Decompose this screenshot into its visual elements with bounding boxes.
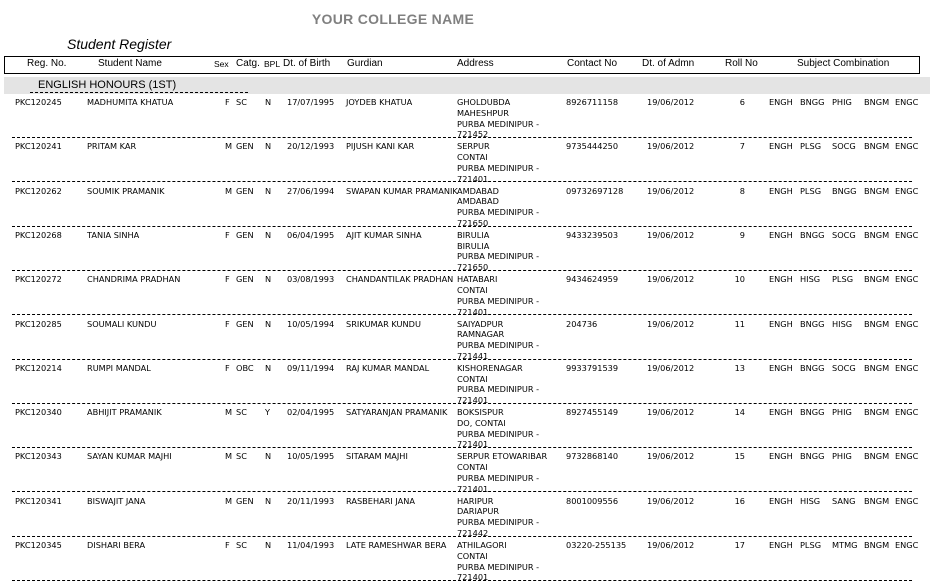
- table-row: [0, 274, 930, 318]
- contact-no: 9434624959: [566, 274, 619, 285]
- header-roll-no: Roll No: [725, 58, 758, 69]
- address-line: 721401: [457, 306, 489, 317]
- admission-date: 19/06/2012: [647, 97, 695, 107]
- subject-code: PLSG: [800, 540, 822, 550]
- bpl: N: [265, 540, 272, 550]
- roll-no: 10: [734, 274, 745, 285]
- address-line: PURBA MEDINIPUR -: [457, 472, 540, 483]
- subject-code: ENGC: [895, 141, 919, 152]
- category: GEN: [236, 274, 254, 285]
- roll-no: 15: [734, 451, 745, 462]
- bpl: Y: [265, 407, 271, 418]
- reg-no: PKC120345: [15, 540, 62, 550]
- guardian-name: RASBEHARI JANA: [346, 495, 416, 506]
- address-line: RAMNAGAR: [457, 329, 505, 340]
- reg-no: PKC120214: [15, 362, 62, 373]
- guardian-name: LATE RAMESHWAR BERA: [346, 540, 447, 550]
- address-line: 721401: [457, 173, 489, 184]
- admission-date: 19/06/2012: [647, 141, 695, 152]
- subject-code: ENGH: [769, 141, 793, 152]
- header-category: Catg.: [236, 58, 260, 69]
- address: [457, 496, 539, 539]
- subject-code: ENGC: [895, 540, 919, 550]
- sex: M: [225, 451, 233, 462]
- student-name: MADHUMITA KHATUA: [87, 97, 174, 107]
- subject-code: PHIG: [832, 97, 852, 107]
- subject-code: BNGG: [800, 407, 825, 418]
- reg-no: PKC120241: [15, 141, 62, 152]
- guardian-name: SITARAM MAJHI: [346, 451, 408, 462]
- date-of-birth: 20/12/1993: [287, 141, 335, 152]
- row-separator: [12, 536, 912, 537]
- category: SC: [236, 451, 247, 462]
- student-name: SAYAN KUMAR MAJHI: [87, 451, 172, 462]
- admission-date: 19/06/2012: [647, 274, 695, 285]
- row-separator: [12, 447, 912, 448]
- subject-code: ENGC: [895, 495, 919, 506]
- contact-no: 09732697128: [566, 185, 624, 196]
- subject-code: BNGM: [864, 274, 890, 285]
- header-subject-combination: Subject Combination: [797, 58, 890, 69]
- roll-no: 17: [734, 540, 745, 550]
- address-line: HATABARI: [457, 274, 498, 285]
- address-line: 721452: [457, 129, 489, 140]
- guardian-name: CHANDANTILAK PRADHAN: [346, 274, 454, 285]
- address: [457, 451, 547, 494]
- address: [457, 230, 539, 273]
- subject-code: BNGM: [864, 540, 890, 550]
- subject-code: BNGM: [864, 97, 890, 107]
- sex: F: [225, 318, 230, 329]
- section-title: ENGLISH HONOURS (1ST): [38, 79, 177, 91]
- subject-code: BNGM: [864, 185, 890, 196]
- roll-no: 6: [739, 97, 745, 107]
- bpl: N: [265, 495, 272, 506]
- address-line: BIRULIA: [457, 229, 490, 240]
- address-line: AMDABAD: [457, 196, 499, 207]
- category: SC: [236, 97, 247, 107]
- header-dob: Dt. of Birth: [283, 58, 331, 69]
- address-line: CONTAI: [457, 550, 488, 561]
- address: [457, 97, 539, 140]
- address-line: CONTAI: [457, 152, 488, 163]
- subject-code: PLSG: [832, 274, 854, 285]
- header-bpl: BPL: [264, 59, 281, 69]
- address: [457, 141, 539, 184]
- address-line: SERPUR ETOWARIBAR: [457, 451, 548, 462]
- subject-code: BNGG: [800, 318, 825, 329]
- reg-no: PKC120245: [15, 97, 62, 107]
- sex: F: [225, 362, 230, 373]
- address: [457, 540, 539, 583]
- header-sex: Sex: [214, 59, 229, 69]
- subject-code: SOCG: [832, 229, 856, 240]
- contact-no: 204736: [566, 318, 598, 329]
- address-line: 721650: [457, 217, 489, 228]
- roll-no: 11: [734, 318, 745, 329]
- student-name: BISWAJIT JANA: [87, 495, 146, 506]
- date-of-birth: 06/04/1995: [287, 229, 335, 240]
- subject-code: ENGC: [895, 318, 919, 329]
- reg-no: PKC120285: [15, 318, 62, 329]
- subject-code: ENGC: [895, 97, 919, 107]
- reg-no: PKC120343: [15, 451, 62, 462]
- student-name: TANIA SINHA: [87, 229, 140, 240]
- category: GEN: [236, 185, 254, 196]
- subject-code: BNGM: [864, 407, 890, 418]
- subject-code: ENGH: [769, 495, 793, 506]
- subject-code: ENGC: [895, 185, 919, 196]
- address-line: ATHILAGORI: [457, 540, 507, 550]
- address-line: 721650: [457, 262, 489, 273]
- date-of-birth: 20/11/1993: [287, 495, 335, 506]
- admission-date: 19/06/2012: [647, 362, 695, 373]
- table-row: [0, 407, 930, 451]
- subject-code: ENGH: [769, 229, 793, 240]
- table-row: [0, 540, 930, 584]
- contact-no: 03220-255135: [566, 540, 627, 550]
- header-reg-no: Reg. No.: [27, 58, 67, 69]
- contact-no: 9732868140: [566, 451, 619, 462]
- address-line: MAHESHPUR: [457, 107, 509, 118]
- table-row: [0, 141, 930, 185]
- table-row: [0, 186, 930, 230]
- address-line: 721401: [457, 395, 489, 406]
- admission-date: 19/06/2012: [647, 318, 695, 329]
- bpl: N: [265, 141, 272, 152]
- subject-code: ENGC: [895, 362, 919, 373]
- category: GEN: [236, 318, 254, 329]
- header-address: Address: [457, 58, 494, 69]
- date-of-birth: 02/04/1995: [287, 407, 335, 418]
- row-separator: [12, 137, 912, 138]
- row-separator: [12, 270, 912, 271]
- student-name: CHANDRIMA PRADHAN: [87, 274, 181, 285]
- sex: F: [225, 540, 230, 550]
- address-line: 721442: [457, 528, 489, 539]
- address-line: PURBA MEDINIPUR -: [457, 561, 540, 572]
- guardian-name: JOYDEB KHATUA: [346, 97, 413, 107]
- subject-code: SOCG: [832, 141, 856, 152]
- address-line: PURBA MEDINIPUR -: [457, 251, 540, 262]
- reg-no: PKC120262: [15, 185, 62, 196]
- address-line: BIRULIA: [457, 240, 490, 251]
- subject-code: ENGH: [769, 185, 793, 196]
- subject-code: BNGG: [800, 362, 825, 373]
- subject-code: PHIG: [832, 451, 852, 462]
- bpl: N: [265, 362, 272, 373]
- subject-code: PLSG: [800, 185, 822, 196]
- subject-code: ENGH: [769, 318, 793, 329]
- address-line: DO, CONTAI: [457, 417, 506, 428]
- contact-no: 9933791539: [566, 362, 619, 373]
- contact-no: 8001009556: [566, 495, 619, 506]
- guardian-name: SWAPAN KUMAR PRAMANIK: [346, 185, 458, 196]
- address-line: PURBA MEDINIPUR -: [457, 428, 540, 439]
- table-row: [0, 363, 930, 407]
- reg-no: PKC120340: [15, 407, 62, 418]
- admission-date: 19/06/2012: [647, 540, 695, 550]
- row-separator: [12, 580, 912, 581]
- subject-code: BNGM: [864, 495, 890, 506]
- guardian-name: SRIKUMAR KUNDU: [346, 318, 421, 329]
- guardian-name: RAJ KUMAR MANDAL: [346, 362, 430, 373]
- bpl: N: [265, 318, 272, 329]
- guardian-name: SATYARANJAN PRAMANIK: [346, 407, 448, 418]
- category: SC: [236, 540, 247, 550]
- address-line: KISHORENAGAR: [457, 362, 523, 373]
- student-name: PRITAM KAR: [87, 141, 137, 152]
- sex: F: [225, 229, 230, 240]
- subject-code: ENGH: [769, 362, 793, 373]
- admission-date: 19/06/2012: [647, 229, 695, 240]
- category: GEN: [236, 141, 254, 152]
- address-line: 721401: [457, 572, 489, 583]
- header-contact: Contact No: [567, 58, 618, 69]
- date-of-birth: 10/05/1995: [287, 451, 335, 462]
- address-line: SAIYADPUR: [457, 318, 504, 329]
- address: [457, 186, 539, 229]
- subject-code: ENGH: [769, 97, 793, 107]
- date-of-birth: 09/11/1994: [287, 362, 335, 373]
- student-name: RUMPI MANDAL: [87, 362, 151, 373]
- subject-code: ENGC: [895, 274, 919, 285]
- subject-code: BNGM: [864, 362, 890, 373]
- contact-no: 8926711158: [566, 97, 619, 107]
- contact-no: 9735444250: [566, 141, 619, 152]
- subject-code: SOCG: [832, 362, 856, 373]
- address-line: DARIAPUR: [457, 506, 500, 517]
- bpl: N: [265, 274, 272, 285]
- admission-date: 19/06/2012: [647, 407, 695, 418]
- contact-no: 9433239503: [566, 229, 619, 240]
- address-line: GHOLDUBDA: [457, 97, 511, 107]
- category: OBC: [236, 362, 254, 373]
- subject-code: PLSG: [800, 141, 822, 152]
- roll-no: 13: [734, 362, 745, 373]
- address-line: SERPUR: [457, 141, 490, 152]
- address: [457, 274, 539, 317]
- roll-no: 8: [739, 185, 745, 196]
- row-separator: [12, 359, 912, 360]
- address-line: PURBA MEDINIPUR -: [457, 517, 540, 528]
- admission-date: 19/06/2012: [647, 451, 695, 462]
- roll-no: 9: [739, 229, 745, 240]
- subject-code: BNGG: [800, 97, 825, 107]
- date-of-birth: 17/07/1995: [287, 97, 335, 107]
- section-underline: [30, 92, 248, 93]
- subject-code: BNGM: [864, 451, 890, 462]
- roll-no: 14: [734, 407, 745, 418]
- subject-code: ENGC: [895, 229, 919, 240]
- student-name: SOUMIK PRAMANIK: [87, 185, 165, 196]
- category: GEN: [236, 495, 254, 506]
- category: GEN: [236, 229, 254, 240]
- subject-code: BNGG: [800, 229, 825, 240]
- row-separator: [12, 403, 912, 404]
- register-title: Student Register: [67, 36, 172, 52]
- college-name: YOUR COLLEGE NAME: [311, 11, 475, 27]
- address-line: PURBA MEDINIPUR -: [457, 340, 540, 351]
- sex: M: [225, 407, 233, 418]
- table-row: [0, 496, 930, 540]
- reg-no: PKC120268: [15, 229, 62, 240]
- subject-code: BNGM: [864, 229, 890, 240]
- row-separator: [12, 491, 912, 492]
- student-name: DISHARI BERA: [87, 540, 146, 550]
- subject-code: ENGH: [769, 274, 793, 285]
- reg-no: PKC120272: [15, 274, 62, 285]
- header-admission-date: Dt. of Admn: [642, 58, 695, 69]
- guardian-name: AJIT KUMAR SINHA: [346, 229, 422, 240]
- reg-no: PKC120341: [15, 495, 62, 506]
- date-of-birth: 10/05/1994: [287, 318, 335, 329]
- table-row: [0, 97, 930, 141]
- subject-code: ENGC: [895, 407, 919, 418]
- table-row: [0, 230, 930, 274]
- address-line: BOKSISPUR: [457, 407, 504, 418]
- contact-no: 8927455149: [566, 407, 619, 418]
- subject-code: BNGG: [832, 185, 857, 196]
- sex: M: [225, 495, 233, 506]
- address-line: HARIPUR: [457, 495, 494, 506]
- subject-code: SANG: [832, 495, 856, 506]
- header-student-name: Student Name: [98, 58, 162, 69]
- subject-code: BNGG: [800, 451, 825, 462]
- guardian-name: PIJUSH KANI KAR: [346, 141, 415, 152]
- row-separator: [12, 181, 912, 182]
- address-line: AMDABAD: [457, 185, 499, 196]
- bpl: N: [265, 185, 272, 196]
- date-of-birth: 11/04/1993: [287, 540, 335, 550]
- table-row: [0, 319, 930, 363]
- bpl: N: [265, 451, 272, 462]
- address-line: PURBA MEDINIPUR -: [457, 384, 540, 395]
- subject-code: HISG: [800, 274, 821, 285]
- subject-code: ENGC: [895, 451, 919, 462]
- subject-code: ENGH: [769, 540, 793, 550]
- sex: F: [225, 97, 230, 107]
- admission-date: 19/06/2012: [647, 495, 695, 506]
- category: SC: [236, 407, 247, 418]
- bpl: N: [265, 229, 272, 240]
- table-row: [0, 451, 930, 495]
- subject-code: HISG: [832, 318, 853, 329]
- address-line: PURBA MEDINIPUR -: [457, 207, 540, 218]
- address-line: 721441: [457, 350, 489, 361]
- row-separator: [12, 314, 912, 315]
- address-line: PURBA MEDINIPUR -: [457, 295, 540, 306]
- row-separator: [12, 226, 912, 227]
- address-line: CONTAI: [457, 373, 488, 384]
- sex: M: [225, 141, 233, 152]
- table-header: [4, 56, 920, 74]
- address: [457, 407, 539, 450]
- roll-no: 7: [739, 141, 745, 152]
- address: [457, 319, 539, 362]
- student-name: ABHIJIT PRAMANIK: [87, 407, 162, 418]
- subject-code: BNGM: [864, 141, 890, 152]
- roll-no: 16: [734, 495, 745, 506]
- date-of-birth: 03/08/1993: [287, 274, 335, 285]
- subject-code: MTMG: [832, 540, 858, 550]
- header-guardian: Gurdian: [347, 58, 383, 69]
- address-line: CONTAI: [457, 284, 488, 295]
- subject-code: ENGH: [769, 451, 793, 462]
- address-line: CONTAI: [457, 462, 488, 473]
- date-of-birth: 27/06/1994: [287, 185, 335, 196]
- address-line: 721401: [457, 439, 489, 450]
- address: [457, 363, 539, 406]
- subject-code: ENGH: [769, 407, 793, 418]
- subject-code: HISG: [800, 495, 821, 506]
- subject-code: BNGM: [864, 318, 890, 329]
- bpl: N: [265, 97, 272, 107]
- sex: F: [225, 274, 230, 285]
- address-line: PURBA MEDINIPUR -: [457, 118, 540, 129]
- address-line: PURBA MEDINIPUR -: [457, 162, 540, 173]
- student-name: SOUMALI KUNDU: [87, 318, 157, 329]
- sex: M: [225, 185, 233, 196]
- subject-code: PHIG: [832, 407, 852, 418]
- admission-date: 19/06/2012: [647, 185, 695, 196]
- address-line: 721401: [457, 483, 489, 494]
